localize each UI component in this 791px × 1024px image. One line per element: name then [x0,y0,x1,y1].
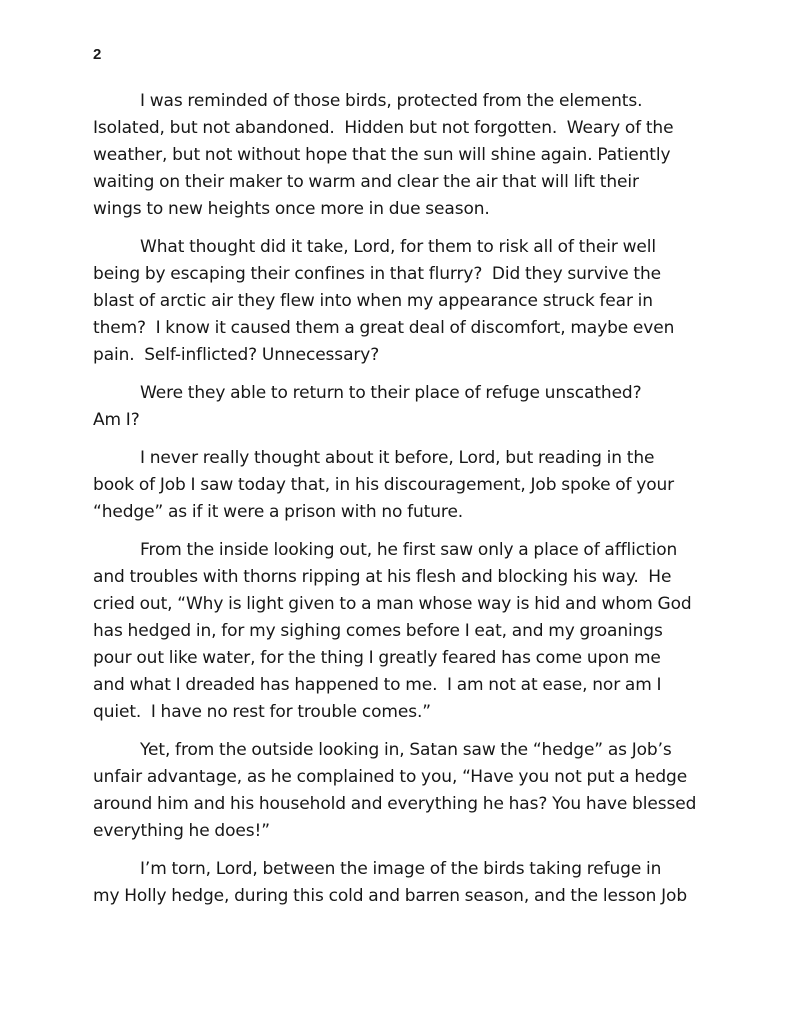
paragraph [93,737,703,845]
text-line: Am I? [93,410,140,430]
text-line: waiting on their maker to warm and clear the air that will lift their [93,172,639,192]
text-line: I never really thought about it before, Lord, but reading in the [140,448,655,468]
text-line: weather, but not without hope that the sun will shine again. Patiently [93,145,671,165]
text-line: pour out like water, for the thing I greatly feared has come upon me [93,648,661,668]
text-line: unfair advantage, as he complained to you, “Have you not put a hedge [93,767,688,787]
text-line: From the inside looking out, he first saw only a place of affliction [140,540,678,560]
text-line: book of Job I saw today that, in his discouragement, Job spoke of your [93,475,675,495]
text-line: around him and his household and everything he has? You have blessed [93,794,697,814]
text-line: cried out, “Why is light given to a man whose way is hid and whom God [93,594,692,614]
paragraph [93,537,703,726]
text-line: Yet, from the outside looking in, Satan saw the “hedge” as Job’s [140,740,672,760]
text-line: blast of arctic air they flew into when my appearance struck fear in [93,291,653,311]
text-line: being by escaping their confines in that flurry? Did they survive the [93,264,661,284]
page-number: 2 [93,46,102,63]
paragraph [93,380,703,434]
text-line: “hedge” as if it were a prison with no future. [93,502,464,522]
text-line: Isolated, but not abandoned. Hidden but not forgotten. Weary of the [93,118,674,138]
text-line: my Holly hedge, during this cold and barren season, and the lesson Job [93,886,688,906]
paragraph [93,445,703,526]
paragraph [93,234,703,369]
text-line: them? I know it caused them a great deal of discomfort, maybe even [93,318,675,338]
paragraph [93,88,703,223]
text-line: quiet. I have no rest for trouble comes.” [93,702,431,722]
text-line: Were they able to return to their place of refuge unscathed? [140,383,642,403]
text-line: pain. Self-inflicted? Unnecessary? [93,345,380,365]
text-line: wings to new heights once more in due season. [93,199,490,219]
text-line: everything he does!” [93,821,270,841]
text-line: What thought did it take, Lord, for them to risk all of their well [140,237,656,257]
document-content [93,88,703,921]
text-line: and troubles with thorns ripping at his flesh and blocking his way. He [93,567,672,587]
text-line: I was reminded of those birds, protected from the elements. [140,91,643,111]
text-line: and what I dreaded has happened to me. I am not at ease, nor am I [93,675,662,695]
text-line: I’m torn, Lord, between the image of the birds taking refuge in [140,859,662,879]
text-line: has hedged in, for my sighing comes before I eat, and my groanings [93,621,663,641]
paragraph [93,856,703,910]
